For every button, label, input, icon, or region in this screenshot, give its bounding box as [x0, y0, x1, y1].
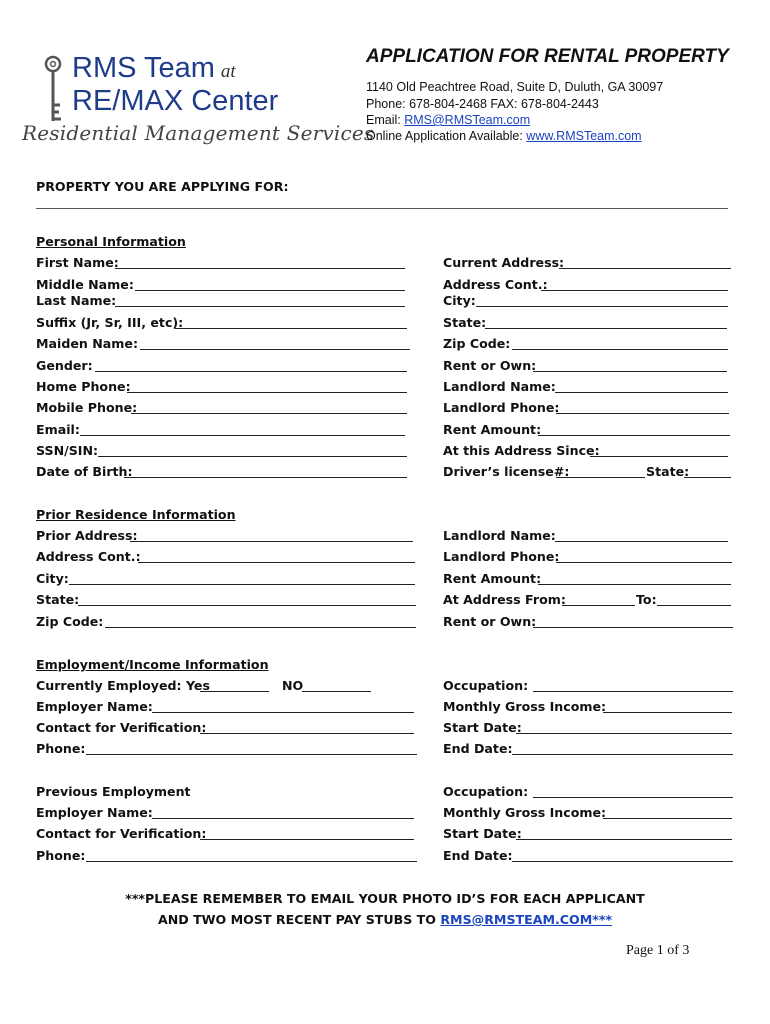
gender-label: Gender: [36, 358, 93, 373]
start-date-field[interactable] [516, 733, 732, 734]
prev-occupation-label: Occupation: [443, 784, 529, 799]
section-heading-employment: Employment/Income Information [36, 657, 269, 672]
first-name-label: First Name: [36, 255, 119, 270]
prior-state-label: State: [36, 592, 80, 607]
notice-email-link[interactable]: RMS@RMSTEAM.COM*** [440, 912, 613, 927]
maiden-name-label: Maiden Name: [36, 336, 138, 351]
occupation-label: Occupation: [443, 678, 529, 693]
landlord-phone-field[interactable] [556, 413, 729, 414]
prev-employer-name-label: Employer Name: [36, 805, 153, 820]
gender-field[interactable] [95, 371, 407, 372]
middle-name-label: Middle Name: [36, 277, 134, 292]
prev-employer-name-field[interactable] [152, 818, 414, 819]
email-field[interactable] [80, 435, 405, 436]
first-name-field[interactable] [115, 268, 405, 269]
prior-rent-amount-field[interactable] [538, 584, 731, 585]
phone-fax: Phone: 678-804-2468 FAX: 678-804-2443 [366, 97, 599, 111]
at-address-to-label: To: [636, 592, 657, 607]
prev-contact-verification-field[interactable] [200, 839, 414, 840]
occupation-field[interactable] [533, 691, 733, 692]
property-input-line[interactable] [36, 208, 728, 209]
end-date-label: End Date: [443, 741, 513, 756]
prev-end-date-field[interactable] [512, 861, 733, 862]
prior-address-cont-label: Address Cont.: [36, 549, 141, 564]
website-link[interactable]: www.RMSTeam.com [526, 129, 642, 143]
dob-field[interactable] [124, 477, 407, 478]
mobile-phone-field[interactable] [131, 413, 407, 414]
contact-verification-field[interactable] [200, 733, 414, 734]
logo-text-remax-center: RE/MAX Center [72, 85, 279, 117]
monthly-income-field[interactable] [603, 712, 732, 713]
prior-rent-or-own-field[interactable] [533, 627, 733, 628]
prev-occupation-field[interactable] [533, 797, 733, 798]
key-icon [40, 55, 66, 125]
prior-zip-field[interactable] [105, 627, 416, 628]
prior-address-field[interactable] [130, 541, 413, 542]
home-phone-field[interactable] [127, 392, 407, 393]
section-heading-prior-residence: Prior Residence Information [36, 507, 236, 522]
dl-state-label: State: [646, 464, 690, 479]
monthly-income-label: Monthly Gross Income: [443, 699, 607, 714]
page-number: Page 1 of 3 [626, 943, 690, 958]
suffix-label: Suffix (Jr, Sr, III, etc): [36, 315, 184, 330]
logo-script: Residential Management Services [22, 121, 375, 145]
start-date-label: Start Date: [443, 720, 522, 735]
ssn-label: SSN/SIN: [36, 443, 99, 458]
prior-address-label: Prior Address: [36, 528, 138, 543]
prev-phone-field[interactable] [86, 861, 417, 862]
last-name-field[interactable] [115, 306, 405, 307]
email-label: Email: [36, 422, 80, 437]
prev-start-date-field[interactable] [516, 839, 732, 840]
drivers-license-label: Driver’s license#: [443, 464, 570, 479]
employer-name-field[interactable] [152, 712, 414, 713]
current-address-label: Current Address: [443, 255, 565, 270]
prev-start-date-label: Start Date: [443, 826, 522, 841]
end-date-field[interactable] [512, 754, 733, 755]
notice-line-1: ***PLEASE REMEMBER TO EMAIL YOUR PHOTO ID’S FOR EACH APPLICANT [125, 891, 645, 906]
state-field[interactable] [485, 328, 727, 329]
currently-employed-label: Currently Employed: Yes [36, 678, 210, 693]
prev-monthly-income-label: Monthly Gross Income: [443, 805, 607, 820]
dl-state-field[interactable] [684, 477, 731, 478]
prior-landlord-phone-field[interactable] [556, 562, 732, 563]
email-line: Email: RMS@RMSTeam.com [366, 113, 531, 127]
drivers-license-field[interactable] [556, 477, 645, 478]
employed-no-field[interactable] [302, 691, 371, 692]
prior-city-label: City: [36, 571, 69, 586]
prior-rent-amount-label: Rent Amount: [443, 571, 542, 586]
at-address-from-field[interactable] [562, 605, 635, 606]
property-label: PROPERTY YOU ARE APPLYING FOR: [36, 179, 289, 194]
online-application-line: Online Application Available: www.RMSTeam.com [366, 129, 642, 143]
mobile-phone-label: Mobile Phone: [36, 400, 138, 415]
employer-phone-label: Phone: [36, 741, 86, 756]
dob-label: Date of Birth: [36, 464, 133, 479]
middle-name-field[interactable] [135, 290, 405, 291]
home-phone-label: Home Phone: [36, 379, 131, 394]
at-address-since-field[interactable] [590, 456, 728, 457]
section-heading-previous-employment: Previous Employment [36, 784, 191, 799]
prev-contact-verification-label: Contact for Verification: [36, 826, 207, 841]
employed-no-label: NO [282, 678, 304, 693]
suffix-field[interactable] [175, 328, 407, 329]
section-heading-personal: Personal Information [36, 234, 186, 249]
employer-name-label: Employer Name: [36, 699, 153, 714]
logo-text-at: at [220, 61, 236, 82]
prior-rent-or-own-label: Rent or Own: [443, 614, 537, 629]
prev-phone-label: Phone: [36, 848, 86, 863]
office-address: 1140 Old Peachtree Road, Suite D, Duluth, GA 30097 [366, 80, 664, 94]
zip-label: Zip Code: [443, 336, 511, 351]
prior-zip-label: Zip Code: [36, 614, 104, 629]
address-cont-label: Address Cont.: [443, 277, 548, 292]
landlord-name-field[interactable] [555, 392, 728, 393]
prior-landlord-phone-label: Landlord Phone: [443, 549, 560, 564]
rent-or-own-field[interactable] [533, 371, 727, 372]
employer-phone-field[interactable] [86, 754, 417, 755]
city-label: City: [443, 293, 476, 308]
prev-end-date-label: End Date: [443, 848, 513, 863]
employed-yes-field[interactable] [200, 691, 269, 692]
ssn-field[interactable] [98, 456, 407, 457]
city-field[interactable] [476, 306, 728, 307]
at-address-to-field[interactable] [657, 605, 731, 606]
logo-text-rms-team: RMS Team at [72, 52, 236, 84]
at-address-since-label: At this Address Since: [443, 443, 600, 458]
rent-amount-field[interactable] [538, 435, 730, 436]
maiden-name-field[interactable] [140, 349, 410, 350]
zip-field[interactable] [512, 349, 728, 350]
prior-city-field[interactable] [69, 584, 415, 585]
email-link[interactable]: RMS@RMSTeam.com [404, 113, 531, 127]
state-label: State: [443, 315, 487, 330]
prev-monthly-income-field[interactable] [603, 818, 732, 819]
rent-or-own-label: Rent or Own: [443, 358, 537, 373]
landlord-phone-label: Landlord Phone: [443, 400, 560, 415]
rent-amount-label: Rent Amount: [443, 422, 542, 437]
at-address-from-label: At Address From: [443, 592, 566, 607]
prior-state-field[interactable] [78, 605, 416, 606]
address-cont-field[interactable] [541, 290, 728, 291]
last-name-label: Last Name: [36, 293, 117, 308]
landlord-name-label: Landlord Name: [443, 379, 556, 394]
prior-address-cont-field[interactable] [138, 562, 415, 563]
notice-line-2: AND TWO MOST RECENT PAY STUBS TO RMS@RMSTEAM.COM*** [157, 912, 613, 927]
prior-landlord-name-field[interactable] [555, 541, 728, 542]
prior-landlord-name-label: Landlord Name: [443, 528, 556, 543]
page-title: APPLICATION FOR RENTAL PROPERTY [366, 46, 729, 67]
contact-verification-label: Contact for Verification: [36, 720, 207, 735]
current-address-field[interactable] [559, 268, 731, 269]
